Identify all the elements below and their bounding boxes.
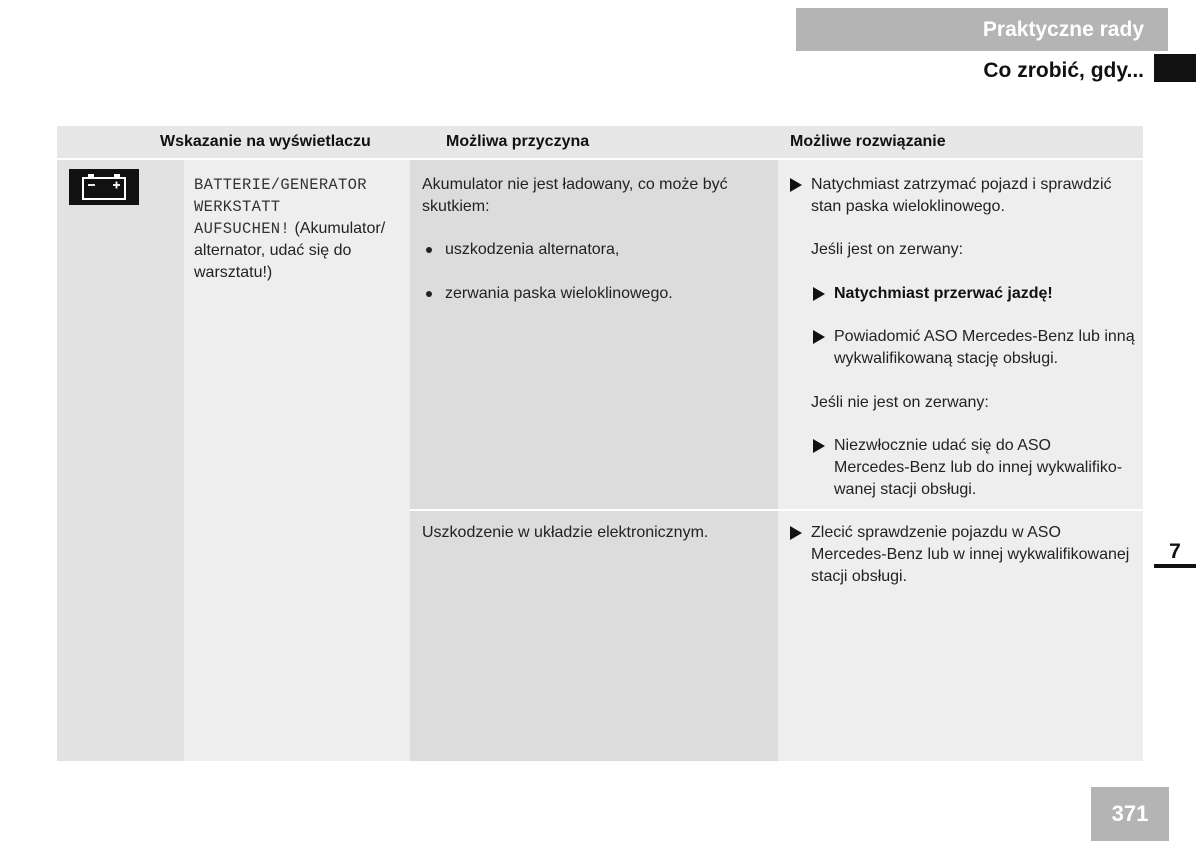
solution-step: [834, 326, 1142, 370]
display-message: [194, 174, 408, 284]
message-line: BATTERIE/GENERATOR: [194, 176, 367, 194]
bullet-icon: [426, 291, 432, 297]
page-number-label: 371: [1111, 801, 1149, 826]
solution-line: stacji obsługi.: [811, 568, 908, 585]
solution-step: [811, 522, 1141, 588]
step-arrow-icon: [813, 287, 825, 301]
solution-step: [834, 435, 1142, 501]
message-line: WERKSTATT: [194, 198, 281, 216]
solution-line: wanej stacji obsługi.: [834, 481, 977, 498]
solution-line: Natychmiast zatrzymać pojazd i sprawdzić: [811, 176, 1112, 193]
solution-line: Niezwłocznie udać się do ASO: [834, 437, 1051, 454]
table-header-display: [57, 126, 410, 158]
cause-line: Akumulator nie jest ładowany, co może być: [422, 176, 728, 193]
chapter-marker: [1154, 54, 1196, 82]
cause-bullet: uszkodzenia alternatora,: [445, 241, 620, 258]
solution-line: wykwalifikowaną stację obsługi.: [834, 350, 1059, 367]
solution-step-bold: Natychmiast przerwać jazdę!: [834, 285, 1053, 302]
solution-line: stan paska wieloklinowego.: [811, 198, 1005, 215]
subsection-title: Co zrobić, gdy...: [983, 59, 1144, 82]
table-header-solution: [778, 126, 1143, 158]
table-header-cause: [410, 126, 778, 158]
bullet-icon: [426, 247, 432, 253]
step-arrow-icon: [790, 526, 802, 540]
message-translation: warsztatu!): [194, 264, 273, 281]
step-arrow-icon: [813, 439, 825, 453]
message-line: AUFSUCHEN!: [194, 220, 291, 238]
header-label-cause: Możliwa przyczyna: [446, 133, 590, 150]
cause-text-2: Uszkodzenie w układzie elektronicznym.: [422, 524, 709, 541]
solution-line: Zlecić sprawdzenie pojazdu w ASO: [811, 524, 1061, 541]
header-label-solution: Możliwe rozwiązanie: [790, 133, 946, 150]
condition-not-broken: Jeśli nie jest on zerwany:: [811, 394, 989, 411]
header-label-display: Wskazanie na wyświetlaczu: [160, 133, 371, 150]
step-arrow-icon: [813, 330, 825, 344]
cause-bullet: zerwania paska wieloklinowego.: [445, 285, 673, 302]
solution-line: Mercedes-Benz lub do innej wykwalifiko-: [834, 459, 1123, 476]
solution-line: Mercedes-Benz lub w innej wykwalifikowanej: [811, 546, 1130, 563]
section-title: Praktyczne rady: [982, 17, 1144, 41]
condition-broken: Jeśli jest on zerwany:: [811, 241, 964, 258]
message-translation: (Akumulator/: [290, 220, 386, 237]
cause-line: skutkiem:: [422, 198, 490, 215]
battery-icon: [69, 169, 139, 205]
solution-step: [811, 174, 1141, 218]
message-translation: alternator, udać się do: [194, 242, 352, 259]
step-arrow-icon: [790, 178, 802, 192]
solution-line: Powiadomić ASO Mercedes-Benz lub inną: [834, 328, 1135, 345]
cause-cell-2: [410, 511, 778, 761]
chapter-number: 7: [1154, 536, 1196, 568]
display-icon-cell: [57, 160, 184, 761]
cause-text-1: [422, 174, 772, 218]
section-banner: [796, 8, 1168, 51]
page-number: [1091, 787, 1169, 841]
